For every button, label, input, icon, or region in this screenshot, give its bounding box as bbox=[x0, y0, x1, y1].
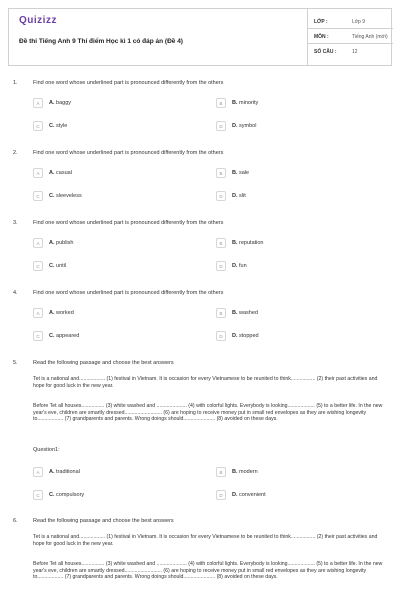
option-letter-box: B bbox=[216, 168, 226, 178]
worksheet-header bbox=[8, 8, 392, 66]
worksheet-title: Đề thi Tiếng Anh 9 Thí điểm Học kì 1 có đáp án (Đề 4) bbox=[19, 38, 183, 45]
option-letter-box: B bbox=[216, 308, 226, 318]
passage-paragraph: Tet is a national and.................. (1) festival in Vietnam. It is occasion for every Vietnamese to be reunited to think................. (2) their past activities and hope for good luck in the new year. bbox=[33, 376, 378, 389]
option-text: worked bbox=[56, 310, 74, 316]
option-letter-box: B bbox=[216, 238, 226, 248]
option-letter-box: A bbox=[33, 238, 43, 248]
option-text: compulsory bbox=[56, 492, 85, 498]
option-d[interactable] bbox=[216, 191, 386, 202]
meta-value: 12 bbox=[352, 49, 358, 55]
option-label: D. bbox=[232, 333, 238, 339]
option-text: until bbox=[56, 263, 67, 269]
meta-label: LỚP : bbox=[314, 19, 328, 25]
option-label: B. bbox=[232, 240, 238, 246]
worksheet-meta bbox=[307, 9, 392, 65]
option-label: A. bbox=[49, 170, 55, 176]
option-b[interactable] bbox=[216, 238, 386, 249]
option-b[interactable] bbox=[216, 168, 386, 179]
option-text: slit bbox=[239, 193, 246, 199]
option-c[interactable] bbox=[33, 261, 203, 272]
meta-label: MÔN : bbox=[314, 34, 329, 40]
option-label: B. bbox=[232, 170, 238, 176]
option-c[interactable] bbox=[33, 490, 203, 501]
sub-question-label: Question1: bbox=[33, 447, 60, 453]
option-a[interactable] bbox=[33, 168, 203, 179]
option-letter-box: D bbox=[216, 121, 226, 131]
meta-row-subject bbox=[308, 30, 393, 44]
option-letter-box: A bbox=[33, 98, 43, 108]
question-prompt: Find one word whose underlined part is pronounced differently from the others bbox=[33, 220, 224, 226]
option-text: style bbox=[56, 123, 68, 129]
option-a[interactable] bbox=[33, 308, 203, 319]
option-c[interactable] bbox=[33, 121, 203, 132]
meta-row-class bbox=[308, 15, 393, 29]
option-label: B. bbox=[232, 310, 238, 316]
meta-value: Tiếng Anh (mới) bbox=[352, 34, 388, 40]
question-number: 2. bbox=[13, 150, 18, 156]
option-d[interactable] bbox=[216, 261, 386, 272]
option-text: sale bbox=[239, 170, 250, 176]
option-text: reputation bbox=[239, 240, 264, 246]
option-d[interactable] bbox=[216, 121, 386, 132]
option-label: D. bbox=[232, 193, 238, 199]
option-text: minority bbox=[239, 100, 259, 106]
option-text: sleeveless bbox=[56, 193, 82, 199]
option-text: appeared bbox=[56, 333, 80, 339]
option-label: C. bbox=[49, 263, 55, 269]
option-b[interactable] bbox=[216, 467, 386, 478]
option-text: casual bbox=[56, 170, 72, 176]
option-letter-box: A bbox=[33, 168, 43, 178]
option-letter-box: C bbox=[33, 121, 43, 131]
option-d[interactable] bbox=[216, 490, 386, 501]
question-number: 4. bbox=[13, 290, 18, 296]
meta-value: Lớp 9 bbox=[352, 19, 366, 25]
option-b[interactable] bbox=[216, 98, 386, 109]
option-b[interactable] bbox=[216, 308, 386, 319]
option-label: B. bbox=[232, 469, 238, 475]
option-letter-box: D bbox=[216, 490, 226, 500]
option-letter-box: C bbox=[33, 490, 43, 500]
option-label: C. bbox=[49, 193, 55, 199]
option-label: A. bbox=[49, 100, 55, 106]
option-text: traditional bbox=[56, 469, 80, 475]
option-label: C. bbox=[49, 492, 55, 498]
option-c[interactable] bbox=[33, 191, 203, 202]
passage-paragraph: Before Tet all houses................ (3) white washed and ..................... (4) with colorful lights. Everybody is looking................... (5) to a better life. In the new year's eve, children are smartly dressed.......................... (6) are hoping to receive money put in small red envelopes as they are wishing longevity to.................. (7) grandparents and parents. Wrong doings should...................... (8) avoided on these days. bbox=[33, 561, 383, 581]
option-text: fun bbox=[239, 263, 247, 269]
option-a[interactable] bbox=[33, 467, 203, 478]
option-text: washed bbox=[239, 310, 258, 316]
quizizz-logo[interactable]: Quizizz bbox=[19, 15, 57, 26]
option-label: A. bbox=[49, 240, 55, 246]
option-text: modern bbox=[239, 469, 258, 475]
question-number: 6. bbox=[13, 518, 18, 524]
question-number: 3. bbox=[13, 220, 18, 226]
option-letter-box: B bbox=[216, 98, 226, 108]
option-letter-box: C bbox=[33, 191, 43, 201]
option-letter-box: A bbox=[33, 308, 43, 318]
question-prompt: Read the following passage and choose the best answers bbox=[33, 360, 174, 366]
option-letter-box: A bbox=[33, 467, 43, 477]
option-letter-box: C bbox=[33, 261, 43, 271]
option-label: A. bbox=[49, 469, 55, 475]
question-prompt: Read the following passage and choose the best answers bbox=[33, 518, 174, 524]
option-label: D. bbox=[232, 123, 238, 129]
option-label: D. bbox=[232, 492, 238, 498]
option-label: C. bbox=[49, 333, 55, 339]
option-c[interactable] bbox=[33, 331, 203, 342]
question-prompt: Find one word whose underlined part is pronounced differently from the others bbox=[33, 80, 224, 86]
option-label: B. bbox=[232, 100, 238, 106]
option-letter-box: C bbox=[33, 331, 43, 341]
question-prompt: Find one word whose underlined part is pronounced differently from the others bbox=[33, 150, 224, 156]
option-text: publish bbox=[56, 240, 74, 246]
option-text: baggy bbox=[56, 100, 72, 106]
passage-paragraph: Before Tet all houses................ (3) white washed and ..................... (4) with colorful lights. Everybody is looking................... (5) to a better life. In the new year's eve, children are smartly dressed.......................... (6) are hoping to receive money put in small red envelopes as they are wishing longevity to.................. (7) grandparents and parents. Wrong doings should...................... (8) avoided on these days. bbox=[33, 403, 383, 423]
passage-paragraph: Tet is a national and.................. (1) festival in Vietnam. It is occasion for every Vietnamese to be reunited to think................. (2) their past activities and hope for good luck in the new year. bbox=[33, 534, 378, 547]
option-text: stopped bbox=[239, 333, 259, 339]
option-label: C. bbox=[49, 123, 55, 129]
question-number: 5. bbox=[13, 360, 18, 366]
question-number: 1. bbox=[13, 80, 18, 86]
option-label: D. bbox=[232, 263, 238, 269]
option-letter-box: B bbox=[216, 467, 226, 477]
option-text: convenient bbox=[239, 492, 266, 498]
option-letter-box: D bbox=[216, 191, 226, 201]
option-a[interactable] bbox=[33, 98, 203, 109]
option-text: symbol bbox=[239, 123, 257, 129]
option-a[interactable] bbox=[33, 238, 203, 249]
option-label: A. bbox=[49, 310, 55, 316]
option-letter-box: D bbox=[216, 261, 226, 271]
question-prompt: Find one word whose underlined part is pronounced differently from the others bbox=[33, 290, 224, 296]
meta-row-count bbox=[308, 45, 393, 59]
meta-label: SỐ CÂU : bbox=[314, 49, 337, 55]
option-letter-box: D bbox=[216, 331, 226, 341]
option-d[interactable] bbox=[216, 331, 386, 342]
